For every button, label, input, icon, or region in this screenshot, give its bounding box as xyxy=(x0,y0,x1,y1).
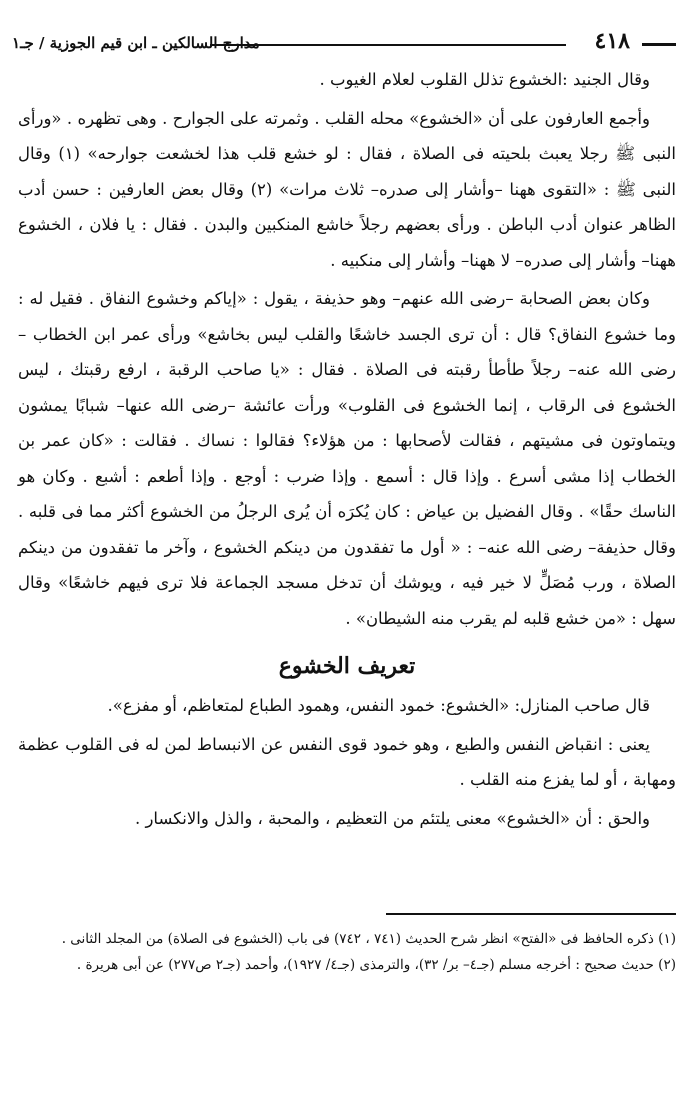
body-text xyxy=(18,62,676,836)
paragraph-explanation: يعنى : انقباض النفس والطبع ، وهو خمود قوى النفس عن الانبساط لمن له فى القلوب عظمة ومهابة ، أو لما يفزع منه القلب . xyxy=(18,734,676,789)
paragraph-sahaba: وكان بعض الصحابة –رضى الله عنهم– وهو حذيفة ، يقول : «إياكم وخشوع النفاق . فقيل له : وما خشوع النفاق؟ قال : أن ترى الجسد خاشعًا والقلب ليس بخاشع» ورأى عمر ابن الخطاب –رضى الله عنه– رجلاً طأطأ رقبته فى الصلاة . فقال : «يا صاحب الرقبة ، ارفع رقبتك ، ليس الخشوع فى الرقاب ، إنما الخشوع فى القلوب» ورأت عائشة –رضى الله عنها– شبابًا يمشون ويتماوتون فى مشيتهم ، فقالت لأصحابها : من هؤلاء؟ فقالوا : نساك . فقالت : «كان عمر بن الخطاب إذا مشى أسرع . وإذا قال : أسمع . وإذا ضرب : أوجع . وإذا أطعم : أشبع . وكان هو الناسك حقًا» . وقال الفضيل بن عياض : كان يُكرَه أن يُرى الرجلُ من الخشوع أكثر مما فى قلبه . وقال حذيفة– رضى الله عنه– : « أول ما تفقدون من دينكم الخشوع ، وآخر ما تفقدون من دينكم الصلاة ، ورب مُصَلٍّ لا خير فيه ، ويوشك أن تدخل مسجد الجماعة فلا ترى فيهم خاشعًا» وقال سهل : «من خشع قلبه لم يقرب منه الشيطان» . xyxy=(18,289,676,628)
footnote-rule xyxy=(386,913,676,915)
running-header xyxy=(12,28,676,58)
footnote-1: (١) ذكره الحافظ فى «الفتح» انظر شرح الحديث (٧٤١ ، ٧٤٢) فى باب (الخشوع فى الصلاة) من المجلد الثانى . xyxy=(61,931,676,947)
header-dash xyxy=(642,43,676,46)
paragraph-manazil: قال صاحب المنازل: «الخشوع: خمود النفس، وهمود الطباع لمتعاظم، أو مفزع». xyxy=(107,696,650,715)
section-heading: تعريف الخشوع xyxy=(278,653,416,679)
paragraph-conclusion: والحق : أن «الخشوع» معنى يلتئم من التعظيم ، والمحبة ، والذل والانكسار . xyxy=(134,808,650,828)
paragraph-arifun: وأجمع العارفون على أن «الخشوع» محله القلب . وثمرته على الجوارح . وهى تظهره . «ورأى النبى ﷺ رجلا يعبث بلحيته فى الصلاة ، فقال : لو خشع قلب هذا لخشعت جوارحه» (١) وقال النبى ﷺ : «التقوى ههنا –وأشار إلى صدره– ثلاث مرات» (٢) وقال بعض العارفين : حسن أدب الظاهر عنوان أدب الباطن . ورأى بعضهم رجلاً خاشع المنكبين والبدن . فقال : يا فلان ، الخشوع ههنا– وأشار إلى صدره– لا ههنا– وأشار إلى منكبيه . xyxy=(18,108,676,270)
header-rule xyxy=(210,44,566,46)
page-number: ٤١٨ xyxy=(594,28,630,54)
paragraph-junayd: وقال الجنيد :الخشوع تذلل القلوب لعلام الغيوب . xyxy=(319,70,650,89)
running-title: مدارج السالكين ـ ابن قيم الجوزية / جـ١ xyxy=(12,34,260,52)
footnote-2: (٢) حديث صحيح : أخرجه مسلم (جـ٤– بر/ ٣٢)، والترمذى (جـ٤/ ١٩٢٧)، وأحمد (جـ٢ ص٢٧٧) عن أبى هريرة . xyxy=(76,957,676,973)
footnotes xyxy=(18,926,676,978)
